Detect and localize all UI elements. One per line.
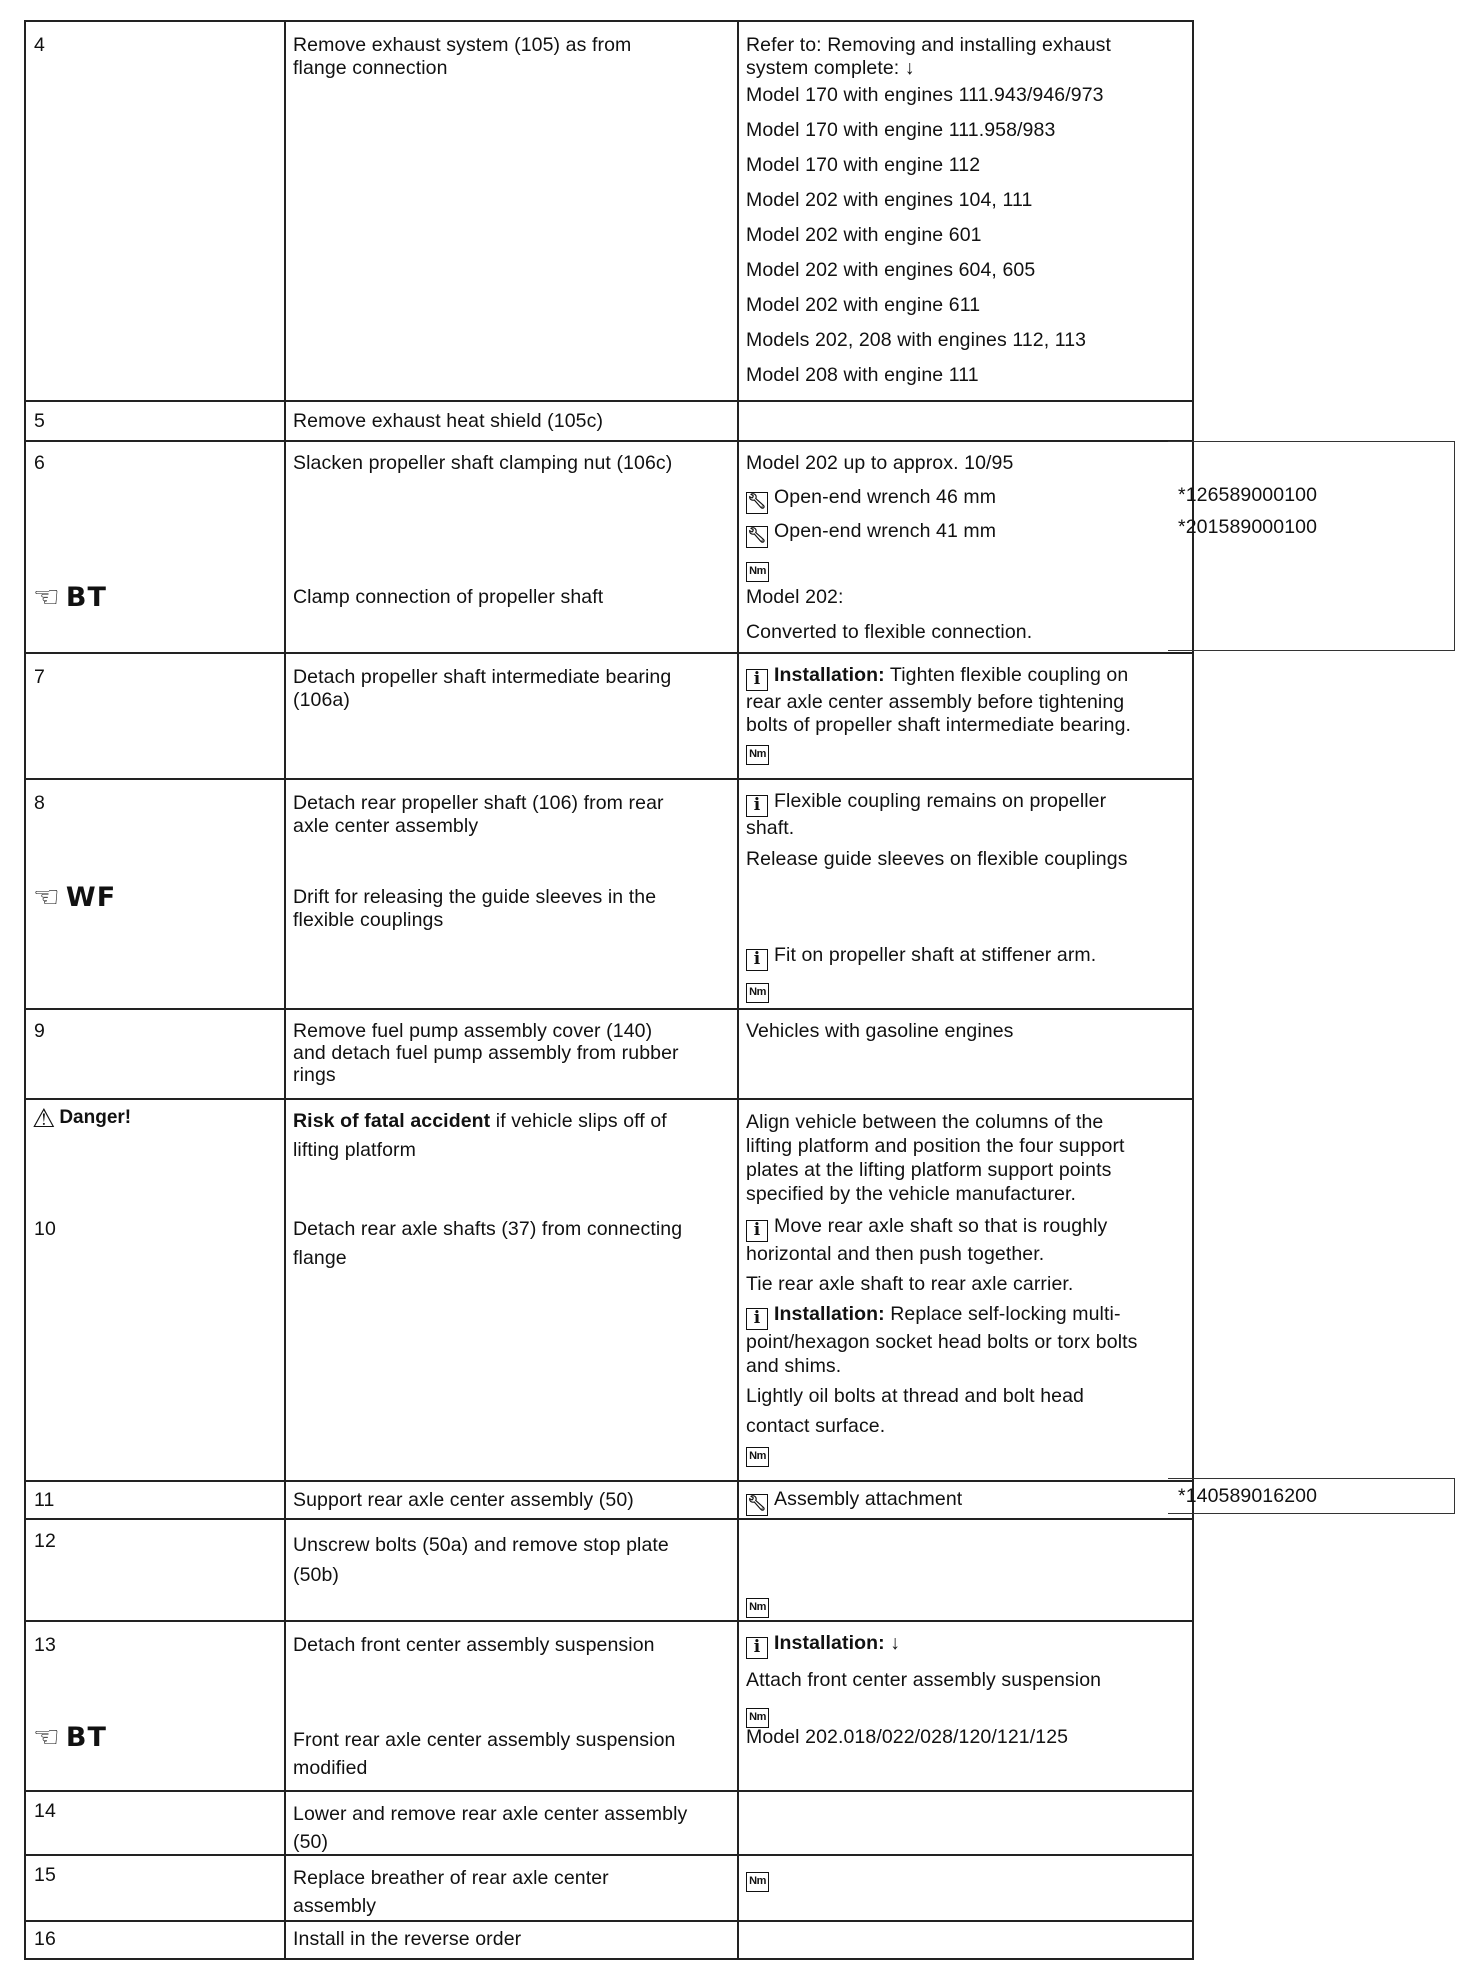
step-action: Slacken propeller shaft clamping nut (106c) [293, 452, 673, 474]
info-icon: i [746, 1308, 768, 1330]
warning-triangle-icon: ⚠︎ [32, 1103, 56, 1133]
bt-marker: ☞ BT [32, 1720, 107, 1755]
step-number: 13 [34, 1634, 56, 1656]
step-number: 16 [34, 1928, 56, 1950]
torque-line [746, 554, 1191, 582]
table-row [24, 778, 1194, 1008]
part-number-panel [1168, 441, 1455, 651]
step-number: 8 [34, 792, 45, 814]
step-number: 7 [34, 666, 45, 688]
step-action: Remove fuel pump assembly cover (140) and detach fuel pump assembly from rubber rings [293, 1020, 679, 1086]
step-number: 10 [34, 1218, 56, 1240]
marker-text: Drift for releasing the guide sleeves in the flexible couplings [293, 886, 657, 931]
step-action: Unscrew bolts (50a) and remove stop plate (50b) [293, 1534, 669, 1586]
wf-marker: ☞ WF [32, 880, 117, 915]
danger-notes: Align vehicle between the columns of the lifting platform and position the four support plates at the lifting platform support points specified by the vehicle manufacturer. [746, 1111, 1125, 1205]
pointing-hand-icon: ☞ [32, 880, 60, 915]
step-notes: i Move rear axle shaft so that is roughly horizontal and then push together. Tie rear axle shaft to rear axle carrier. i Installation: Replace self-locking multi- point/hexagon socket head bolts or torx bolts and shims. Lightly oil bolts at thread and bolt head contact surface. Nm [746, 1214, 1216, 1467]
info-icon: i [746, 1637, 768, 1659]
step-number: 14 [34, 1800, 56, 1822]
step-action: Support rear axle center assembly (50) [293, 1489, 634, 1511]
info-icon: i [746, 949, 768, 971]
step-notes: i Installation: ↓ Attach front center assembly suspension Nm [746, 1632, 1191, 1728]
step-number: 9 [34, 1020, 45, 1042]
step-number: 5 [34, 410, 45, 432]
table-row [24, 400, 1194, 440]
step-number: 4 [34, 34, 45, 56]
table-row [24, 1854, 1194, 1920]
torque-icon: Nm [746, 1708, 769, 1728]
table-row [24, 440, 1194, 652]
table-row [24, 1008, 1194, 1098]
step-action: Remove exhaust system (105) as from flange connection [293, 34, 632, 79]
tool-line: 🔧︎ Open-end wrench 41 mm [746, 520, 1191, 548]
table-row [24, 1480, 1194, 1518]
info-icon: i [746, 795, 768, 817]
wrench-icon: 🔧︎ [746, 526, 768, 548]
tool-line: 🔧︎ Open-end wrench 46 mm [746, 486, 1191, 514]
step-number: 12 [34, 1530, 56, 1552]
torque-icon: Nm [746, 983, 769, 1003]
step-action: Detach front center assembly suspension [293, 1634, 655, 1656]
step-notes: i Flexible coupling remains on propeller shaft. Release guide sleeves on flexible couplings [746, 790, 1128, 870]
part-number: *201589000100 [1178, 516, 1318, 538]
torque-line [746, 1590, 1191, 1618]
part-number: *126589000100 [1178, 484, 1318, 506]
marker-note: Model 202: Converted to flexible connection. [746, 586, 1033, 643]
danger-text: Risk of fatal accident if vehicle slips off of lifting platform [293, 1110, 667, 1161]
step-number: 11 [34, 1489, 55, 1511]
marker-note: Model 202.018/022/028/120/121/125 [746, 1726, 1069, 1748]
marker-text: Clamp connection of propeller shaft [293, 586, 604, 608]
part-number: *140589016200 [1178, 1485, 1318, 1507]
step-note: i Fit on propeller shaft at stiffener arm. Nm [746, 944, 1191, 1003]
table-row [24, 652, 1194, 778]
marker-text: Front rear axle center assembly suspension modified [293, 1729, 676, 1779]
torque-icon: Nm [746, 1598, 769, 1618]
bt-marker: ☞ BT [32, 580, 107, 615]
torque-icon: Nm [746, 562, 769, 582]
pointing-hand-icon: ☞ [32, 580, 60, 615]
wrench-icon: 🔧︎ [746, 1494, 768, 1516]
table-row [24, 20, 1194, 400]
step-notes: Refer to: Removing and installing exhaust system complete: ↓ Model 170 with engines 111.943/946/973 Model 170 with engine 111.958/983 Model 170 with engine 112 Model 202 with engines 104, 111 Model 202 with engine 601 Model 202 with engines 604, 605 Model 202 with engine 611 Models 202, 208 with engines 112, 113 Model 208 with engine 111 [746, 34, 1112, 386]
step-action: Detach rear propeller shaft (106) from rear axle center assembly [293, 792, 664, 837]
part-number-panel [1168, 1478, 1455, 1514]
info-icon: i [746, 1220, 768, 1242]
step-action: Remove exhaust heat shield (105c) [293, 410, 604, 432]
step-action: Detach rear axle shafts (37) from connecting flange [293, 1218, 683, 1269]
step-note-model: Model 202 up to approx. 10/95 [746, 452, 1014, 474]
table-row [24, 1518, 1194, 1620]
danger-label: ⚠︎ Danger! [32, 1103, 132, 1133]
table-row [24, 1920, 1194, 1960]
torque-icon: Nm [746, 745, 769, 765]
torque-icon: Nm [746, 1872, 769, 1892]
torque-icon: Nm [746, 1447, 769, 1467]
step-action: Install in the reverse order [293, 1928, 522, 1950]
step-action: Replace breather of rear axle center assembly [293, 1867, 609, 1917]
step-action: Lower and remove rear axle center assembly (50) [293, 1803, 688, 1853]
table-row [24, 1098, 1194, 1480]
torque-line [746, 1864, 1191, 1892]
info-icon: i [746, 669, 768, 691]
step-note: Vehicles with gasoline engines [746, 1020, 1014, 1042]
pointing-hand-icon: ☞ [32, 1720, 60, 1755]
wrench-icon: 🔧︎ [746, 492, 768, 514]
table-row [24, 1620, 1194, 1790]
step-notes: i Installation: Tighten flexible coupling on rear axle center assembly before tightening bolts of propeller shaft intermediate bearing. Nm [746, 664, 1206, 765]
step-number: 15 [34, 1864, 56, 1886]
table-row [24, 1790, 1194, 1854]
tool-line: 🔧︎ Assembly attachment [746, 1488, 1191, 1516]
step-action: Detach propeller shaft intermediate bearing (106a) [293, 666, 672, 711]
step-number: 6 [34, 452, 45, 474]
